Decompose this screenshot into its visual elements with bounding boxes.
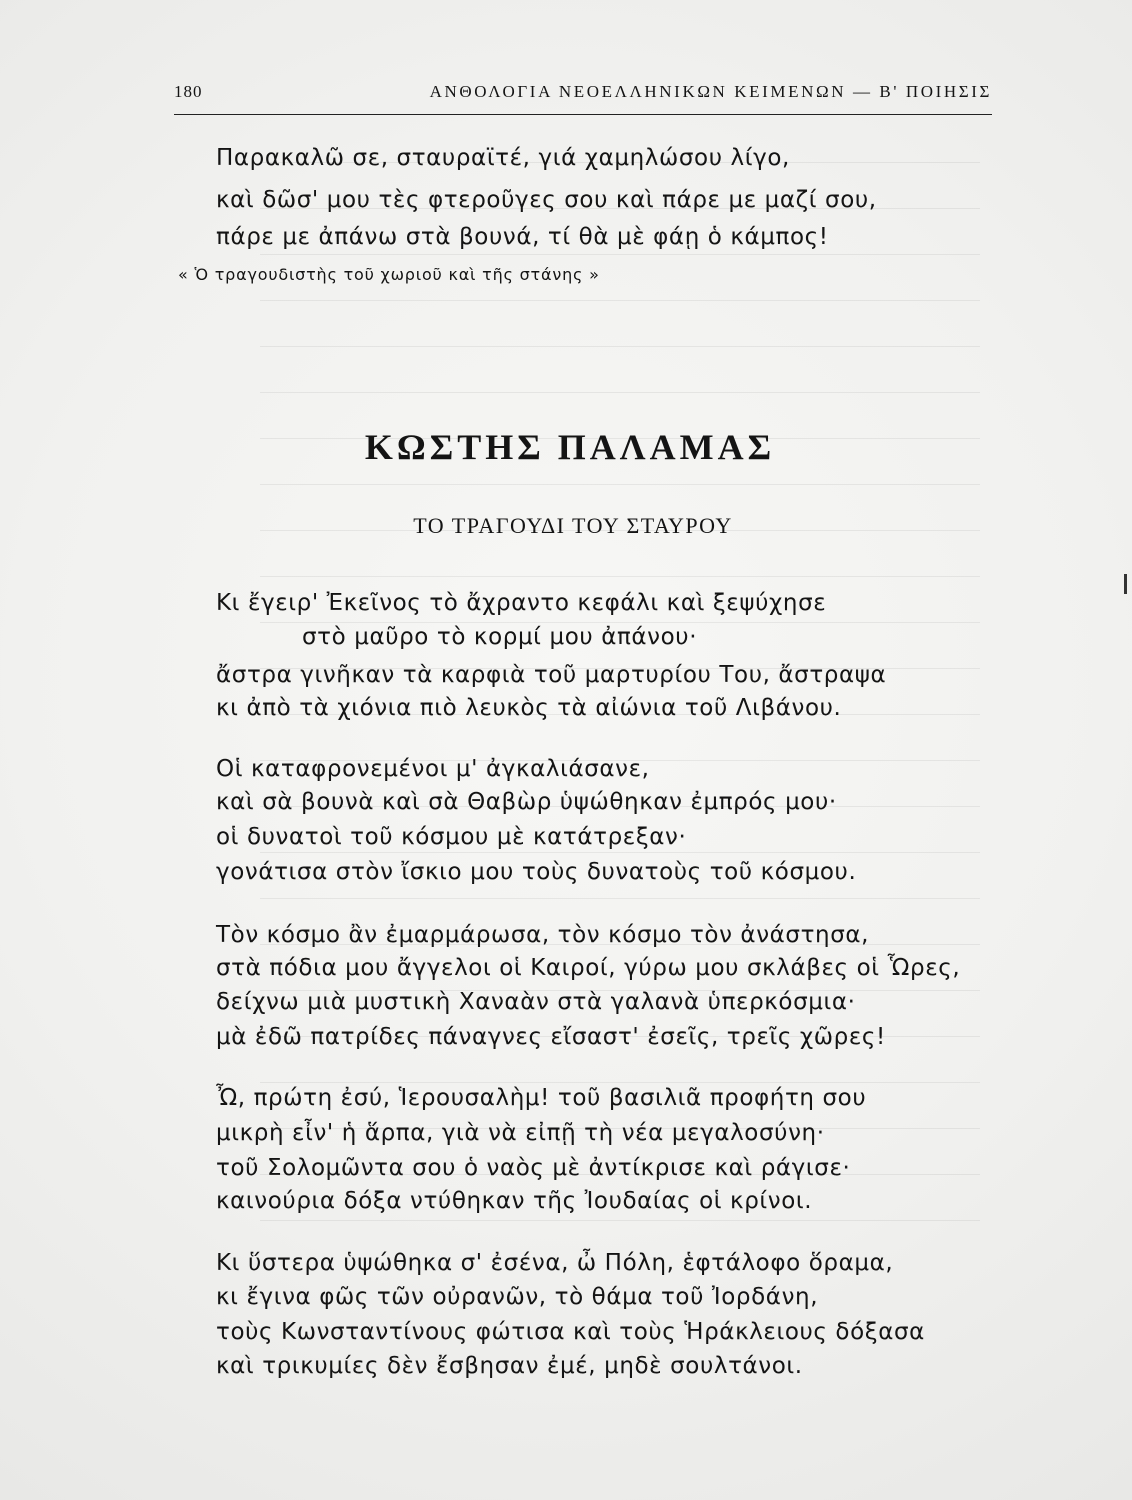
previous-poem-line: Παρακαλῶ σε, σταυραϊτέ, γιά χαμηλώσου λίγο, (216, 145, 790, 171)
poem-line: τοῦ Σολομῶντα σου ὁ ναὸς μὲ ἀντίκρισε καὶ ράγισε· (216, 1155, 851, 1181)
poem-line: γονάτισα στὸν ἴσκιο μου τοὺς δυνατοὺς τοῦ κόσμου. (216, 859, 857, 885)
poem-line: στὰ πόδια μου ἄγγελοι οἱ Καιροί, γύρω μου σκλάβες οἱ Ὧρες, (216, 955, 961, 981)
poem-line: Κι ὕστερα ὑψώθηκα σ' ἐσένα, ὦ Πόλη, ἑφτάλοφο ὅραμα, (216, 1250, 894, 1276)
poem-line: κι ἔγινα φῶς τῶν οὐρανῶν, τὸ θάμα τοῦ Ἰορδάνη, (216, 1284, 819, 1310)
poem-line: στὸ μαῦρο τὸ κορμί μου ἀπάνου· (302, 624, 698, 650)
poem-line: μικρὴ εἶν' ἡ ἅρπα, γιὰ νὰ εἰπῇ τὴ νέα μεγαλοσύνη· (216, 1120, 825, 1146)
poem-line: Κι ἔγειρ' Ἐκεῖνος τὸ ἄχραντο κεφάλι καὶ ξεψύχησε (216, 590, 827, 616)
running-head (174, 82, 992, 108)
poem-line: Οἱ καταφρονεμένοι μ' ἀγκαλιάσανε, (216, 756, 650, 782)
header-rule (174, 114, 992, 115)
author-name: ΚΩΣΤΗΣ ΠΑΛΑΜΑΣ (364, 427, 776, 467)
page-number: 180 (174, 82, 203, 101)
previous-poem-line: καὶ δῶσ' μου τὲς φτεροῦγες σου καὶ πάρε με μαζί σου, (216, 187, 877, 213)
poem-line: Τὸν κόσμο ἂν ἐμαρμάρωσα, τὸν κόσμο τὸν ἀνάστησα, (216, 922, 870, 948)
poem-line: δείχνω μιὰ μυστικὴ Χαναὰν στὰ γαλανὰ ὑπερκόσμια· (216, 989, 856, 1015)
previous-poem-attribution: « Ὁ τραγουδιστὴς τοῦ χωριοῦ καὶ τῆς στάνης » (178, 265, 600, 284)
bleed-through-texture (260, 140, 980, 1240)
poem-line: κι ἀπὸ τὰ χιόνια πιὸ λευκὸς τὰ αἰώνια τοῦ Λιβάνου. (216, 695, 842, 721)
previous-poem-line: πάρε με ἀπάνω στὰ βουνά, τί θὰ μὲ φάῃ ὁ κάμπος! (216, 224, 829, 250)
poem-line: Ὦ, πρώτη ἐσύ, Ἱερουσαλὴμ! τοῦ βασιλιᾶ προφήτη σου (216, 1085, 867, 1111)
poem-line: τοὺς Κωνσταντίνους φώτισα καὶ τοὺς Ἡράκλειους δόξασα (216, 1319, 925, 1345)
poem-title: ΤΟ ΤΡΑΓΟΥΔΙ ΤΟΥ ΣΤΑΥΡΟΥ (413, 513, 733, 538)
running-head-title: ΑΝΘΟΛΟΓΙΑ ΝΕΟΕΛΛΗΝΙΚΩΝ ΚΕΙΜΕΝΩΝ — Β' ΠΟΙΗΣΙΣ (429, 82, 992, 101)
poem-line: ἄστρα γινῆκαν τὰ καρφιὰ τοῦ μαρτυρίου Του, ἄστραψα (216, 662, 887, 688)
poem-line: οἱ δυνατοὶ τοῦ κόσμου μὲ κατάτρεξαν· (216, 824, 687, 850)
poem-line: καὶ σὰ βουνὰ καὶ σὰ Θαβὼρ ὑψώθηκαν ἐμπρός μου· (216, 789, 837, 815)
page-edge-mark (1124, 574, 1127, 594)
poem-line: μὰ ἐδῶ πατρίδες πάναγνες εἴσαστ' ἐσεῖς, τρεῖς χῶρες! (216, 1024, 886, 1050)
poem-line: καινούρια δόξα ντύθηκαν τῆς Ἰουδαίας οἱ κρίνοι. (216, 1188, 813, 1214)
poem-line: καὶ τρικυμίες δὲν ἔσβησαν ἐμέ, μηδὲ σουλτάνοι. (216, 1353, 803, 1379)
